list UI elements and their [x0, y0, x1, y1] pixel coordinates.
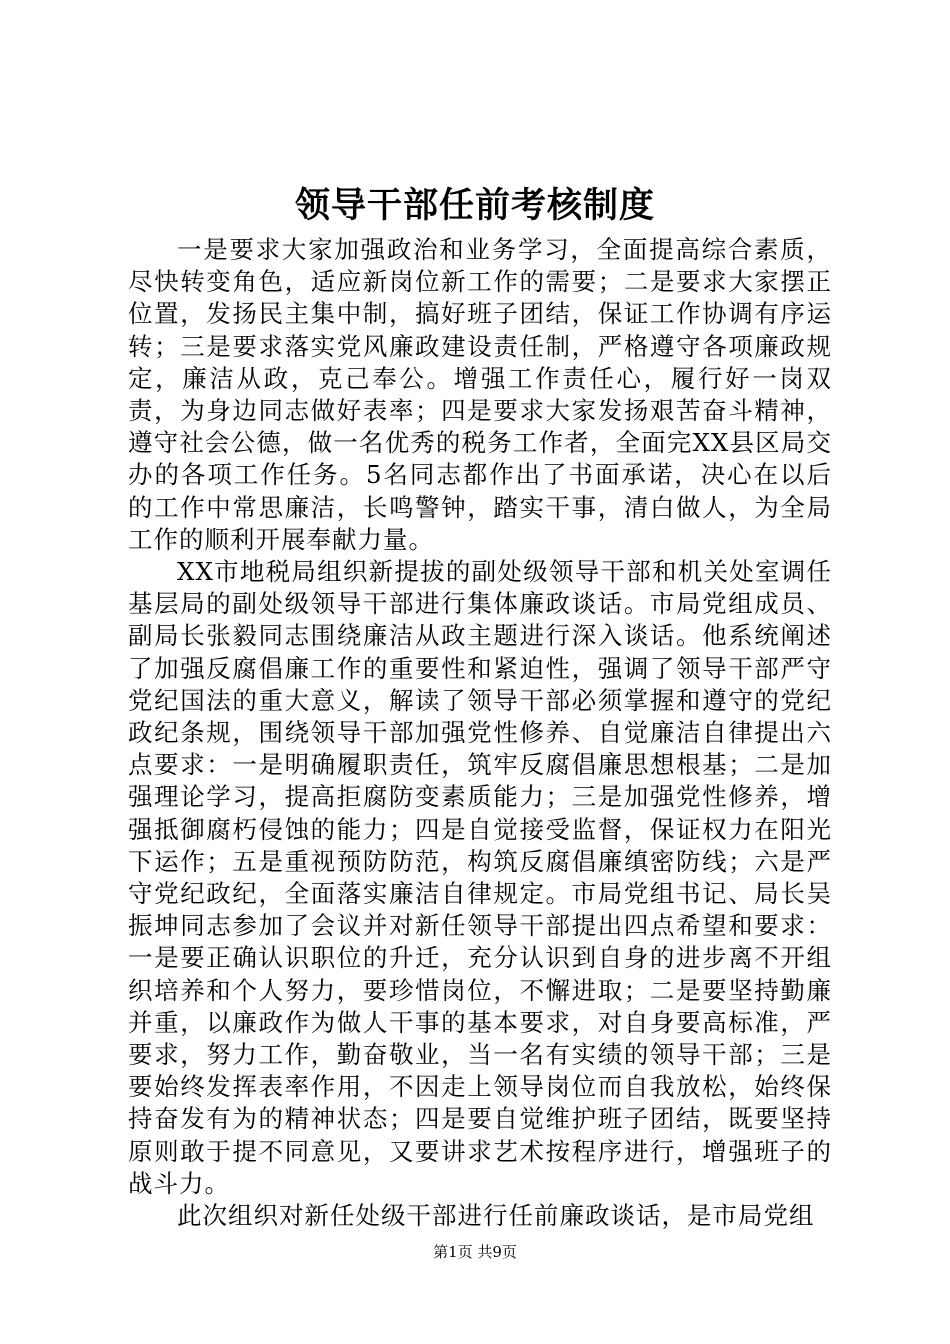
paragraph-3: 此次组织对新任处级干部进行任前廉政谈话，是市局党组: [177, 1201, 815, 1231]
paragraph-2: XX市地税局组织新提拔的副处级领导干部和机关处室调任基层局的副处级领导干部进行集体廉政谈话。市局党组成员、副局长张毅同志围绕廉洁从政主题进行深入谈话。他系统阐述了加强反腐倡廉工作的重要性和紧迫性，强调了领导干部严守党纪国法的重大意义，解读了领导干部必须掌握和遵守的党纪政纪条规，围绕领导干部加强党性修养、自觉廉洁自律提出六点要求：一是明确履职责任，筑牢反腐倡廉思想根基；二是加强理论学习，提高拒腐防变素质能力；三是加强党性修养，增强抵御腐朽侵蚀的能力；四是自觉接受监督，保证权力在阳光下运作；五是重视预防防范，构筑反腐倡廉缜密防线；六是严守党纪政纪，全面落实廉洁自律规定。市局党组书记、局长吴振坤同志参加了会议并对新任领导干部提出四点希望和要求：一是要正确认识职位的升迁，充分认识到自身的进步离不开组织培养和个人努力，要珍惜岗位，不懈进取；二是要坚持勤廉并重，以廉政作为做人干事的基本要求，对自身要高标准，严要求，努力工作，勤奋敬业，当一名有实绩的领导干部；三是要始终发挥表率作用，不因走上领导岗位而自我放松，始终保持奋发有为的精神状态；四是要自觉维护班子团结，既要坚持原则敢于提不同意见，又要讲求艺术按程序进行，增强班子的战斗力。: [128, 557, 832, 1198]
document-body: [128, 234, 832, 1232]
document-title: 领导干部任前考核制度: [294, 185, 655, 226]
paragraph-1: 一是要求大家加强政治和业务学习，全面提高综合素质，尽快转变角色，适应新岗位新工作的需要；二是要求大家摆正位置，发扬民主集中制，搞好班子团结，保证工作协调有序运转；三是要求落实党风廉政建设责任制，严格遵守各项廉政规定，廉洁从政，克己奉公。增强工作责任心，履行好一岗双责，为身边同志做好表率；四是要求大家发扬艰苦奋斗精神，遵守社会公德，做一名优秀的税务工作者，全面完XX县区局交办的各项工作任务。5名同志都作出了书面承诺，决心在以后的工作中常思廉洁，长鸣警钟，踏实干事，清白做人，为全局工作的顺利开展奉献力量。: [128, 235, 832, 554]
page-number-footer: 第1页 共9页: [433, 1243, 517, 1261]
